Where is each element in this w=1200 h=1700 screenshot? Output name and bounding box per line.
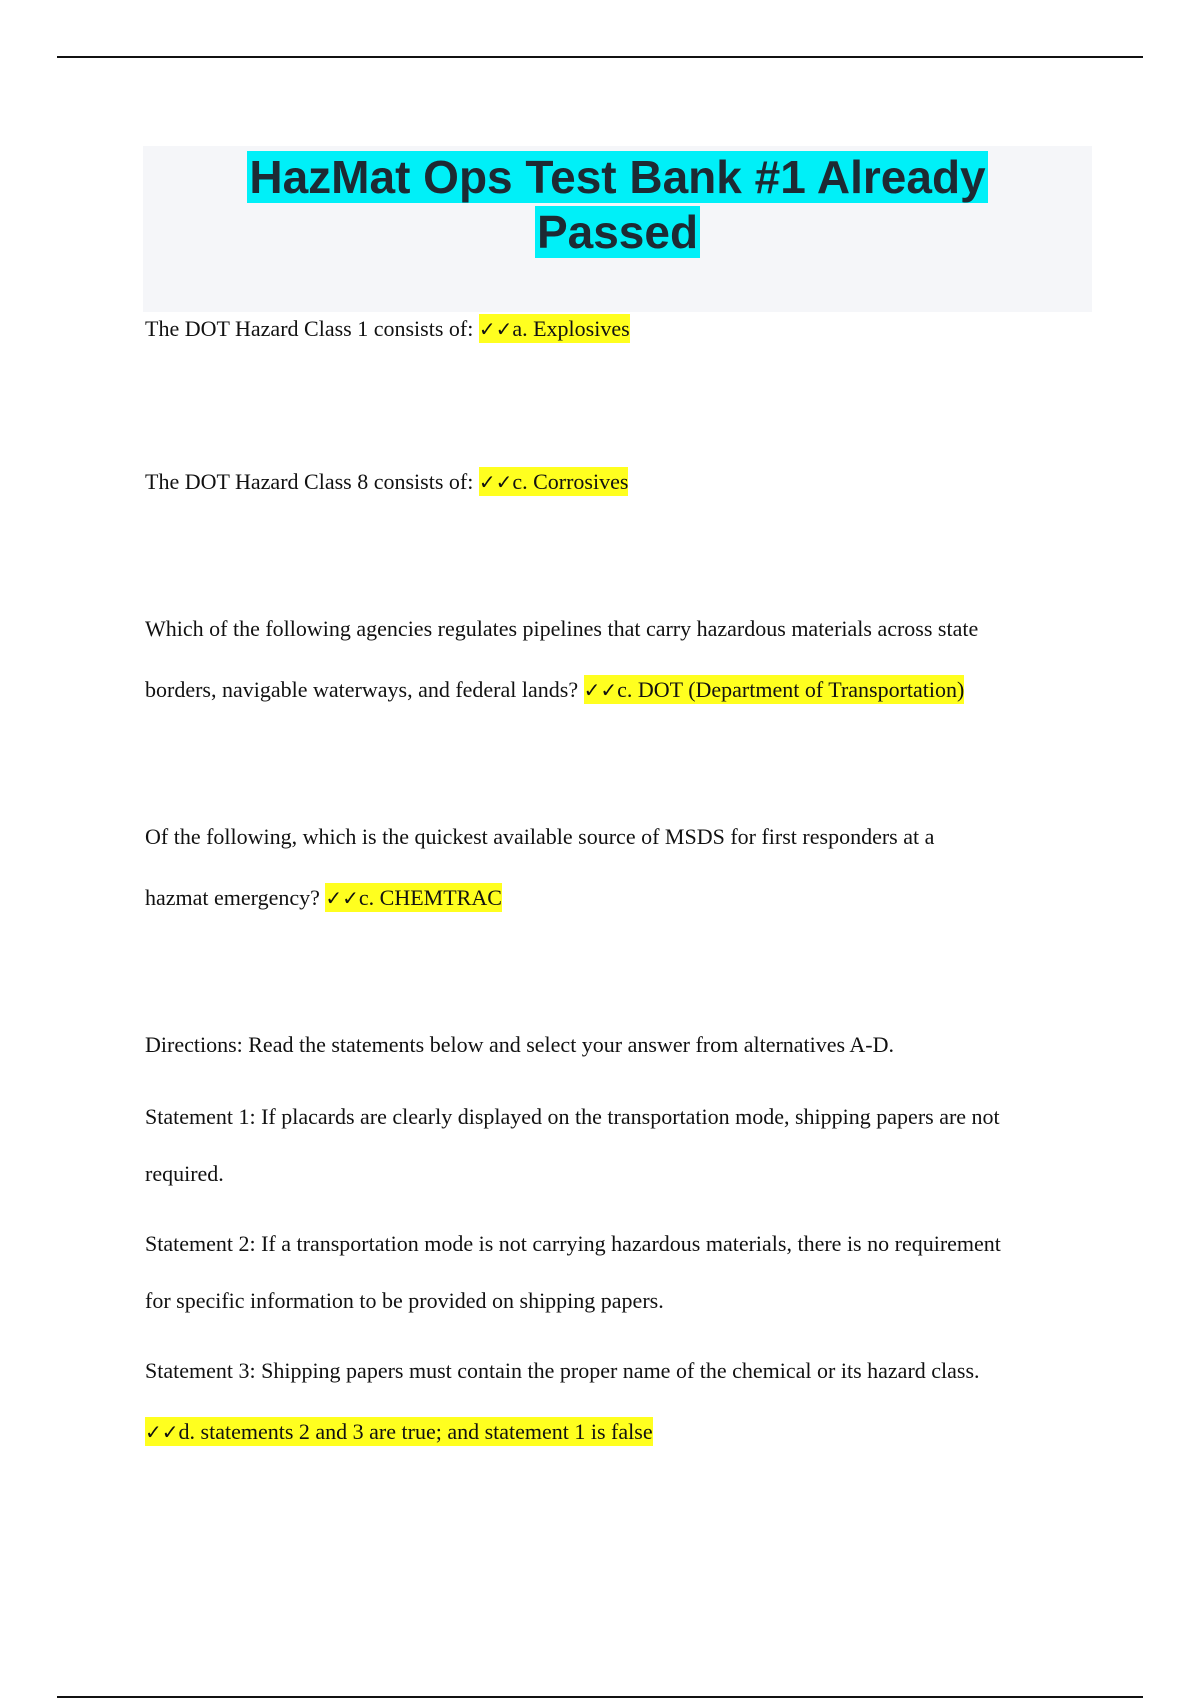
double-check-icon: ✓✓ — [325, 886, 359, 910]
double-check-icon: ✓✓ — [478, 470, 513, 494]
statement-3 — [145, 1357, 1095, 1385]
question-3-line-2 — [145, 676, 1095, 704]
question-text: The DOT Hazard Class 8 consists of: — [145, 469, 474, 494]
answer-text: a. Explosives — [512, 316, 630, 341]
question-1 — [145, 315, 1095, 343]
title-line-1: HazMat Ops Test Bank #1 Already — [249, 151, 986, 203]
directions — [145, 1031, 1095, 1059]
answer-highlight — [584, 675, 965, 704]
statement-1-line-1 — [145, 1103, 1095, 1131]
question-4-line-1 — [145, 823, 1095, 851]
statement-text: Statement 3: Shipping papers must contain the proper name of the chemical or its hazard class. — [145, 1358, 980, 1383]
question-text: borders, navigable waterways, and federal lands? — [145, 677, 579, 702]
question-2 — [145, 468, 1095, 496]
question-4-line-2 — [145, 884, 1095, 912]
statement-2-line-1 — [145, 1230, 1095, 1258]
answer-text: c. DOT (Department of Transportation) — [617, 677, 965, 702]
title-line-2: Passed — [536, 206, 699, 258]
answer-text: c. CHEMTRAC — [358, 885, 502, 910]
statement-1-line-2 — [145, 1160, 1095, 1188]
double-check-icon: ✓✓ — [583, 678, 618, 702]
document-title — [143, 150, 1092, 260]
statement-text: Statement 1: If placards are clearly displayed on the transportation mode, shipping papers are not — [145, 1104, 1000, 1129]
directions-text: Directions: Read the statements below and select your answer from alternatives A-D. — [145, 1032, 894, 1057]
answer-highlight — [479, 314, 630, 343]
question-text: hazmat emergency? — [145, 885, 320, 910]
statement-text: Statement 2: If a transportation mode is not carrying hazardous materials, there is no requirement — [145, 1231, 1001, 1256]
answer-text: d. statements 2 and 3 are true; and statement 1 is false — [178, 1419, 653, 1444]
title-banner — [143, 146, 1092, 312]
double-check-icon: ✓✓ — [478, 317, 513, 341]
top-rule — [57, 56, 1143, 58]
answer-highlight — [325, 883, 502, 912]
statement-text: for specific information to be provided on shipping papers. — [145, 1288, 664, 1313]
question-text: The DOT Hazard Class 1 consists of: — [145, 316, 474, 341]
statement-text: required. — [145, 1161, 224, 1186]
answer-text: c. Corrosives — [512, 469, 629, 494]
answer-highlight — [479, 467, 629, 496]
statement-2-line-2 — [145, 1287, 1095, 1315]
question-text: Of the following, which is the quickest available source of MSDS for first responders at a — [145, 824, 935, 849]
answer-highlight — [145, 1417, 653, 1446]
bottom-rule — [57, 1696, 1143, 1698]
question-5-answer — [145, 1418, 1095, 1446]
question-3-line-1 — [145, 615, 1095, 643]
double-check-icon: ✓✓ — [145, 1420, 179, 1444]
question-text: Which of the following agencies regulates pipelines that carry hazardous materials across state — [145, 616, 979, 641]
